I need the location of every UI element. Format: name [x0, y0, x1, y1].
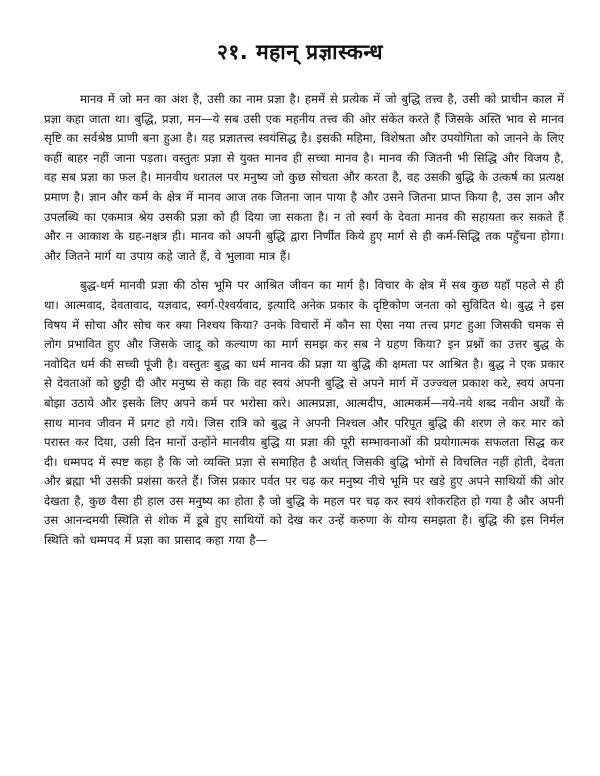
paragraph-2: बुद्ध-धर्म मानवी प्रज्ञा की ठोस भूमि पर आश्रित जीवन का मार्ग है। विचार के क्षेत्र में सब कुछ यहाँ पहले से ही था। आत्मवाद, देवतावाद, यज्ञवाद, स्वर्ग-ऐश्वर्यवाद, इत्यादि अनेक प्रकार के दृष्टिकोण जनता को सुविदित थे। बुद्ध ने इस विषय में सोचा और सोच कर क्या निश्चय किया? उनके विचारों में कौन सा ऐसा नया तत्त्व प्रगट हुआ जिसकी चमक से लोग प्रभावित हुए और जिसके जादू को कल्याण का मार्ग समझ कर सब ने ग्रहण किया? इन प्रश्नों का उत्तर बुद्ध के नवोदित धर्म की सच्ची पूंजी है। वस्तुतः बुद्ध का धर्म मानव की प्रज्ञा या बुद्धि की क्षमता पर आश्रित है। बुद्ध ने एक प्रकार से देवताओं को छुट्टी दी और मनुष्य से कहा कि वह स्वयं अपनी बुद्धि से अपने मार्ग में उज्ज्वल प्रकाश करे, स्वयं अपना बोझा उठाये और इसके लिए अपने कर्म पर भरोसा करे। आत्मप्रज्ञा, आत्मदीप, आत्मकर्म—नये-नये शब्द नवीन अर्थों के साथ मानव जीवन में प्रगट हो गये। जिस रात्रि को बुद्ध ने अपनी निश्चल और परिपूत बुद्धि की शरण ले कर मार को परास्त कर दिया, उसी दिन मानों उन्होंने मानवीय बुद्धि या प्रज्ञा की पूरी सम्भावनाओं की प्रयोगात्मक सफलता सिद्ध कर दी। धम्मपद में स्पष्ट कहा है कि जो व्यक्ति प्रज्ञा से समाहित है अर्थात् जिसकी बुद्धि भोगों से विचलित नहीं होती, देवता और ब्रह्मा भी उसकी प्रशंसा करते हैं। जिस प्रकार पर्वत पर चढ़ कर मनुष्य नीचे भूमि पर खड़े हुए अपने साथियों की ओर देखता है, कुछ वैसा ही हाल उस मनुष्य का होता है जो बुद्धि के महल पर चढ़ कर स्वयं शोकरहित हो गया है और अपनी उस आनन्दमयी स्थिति से शोक में डूबे हुए साथियों को देख कर उन्हें करुणा के योग्य समझता है। बुद्धि की इस निर्मल स्थिति को धम्मपद में प्रज्ञा का प्रासाद कहा गया है— — [44, 278, 564, 548]
chapter-body — [44, 90, 564, 551]
paragraph-1: मानव में जो मन का अंश है, उसी का नाम प्रज्ञा है। हममें से प्रत्येक में जो बुद्धि तत्त्व है, उसी को प्राचीन काल में प्रज्ञा कहा जाता था। बुद्धि, प्रज्ञा, मन—ये सब उसी एक महनीय तत्त्व की ओर संकेत करते हैं जिसके अस्ति भाव से मानव सृष्टि का सर्वश्रेष्ठ प्राणी बना हुआ है। यह प्रज्ञातत्त्व स्वयंसिद्ध है। इसकी महिमा, विशेषता और उपयोगिता को जानने के लिए कहीं बाहर नहीं जाना पड़ता। वस्तुतः प्रज्ञा से युक्त मानव ही सच्चा मानव है। मानव की जितनी भी सिद्धि और विजय है, वह सब प्रज्ञा का फल है। मानवीय धरातल पर मनुष्य जो कुछ सोचता और करता है, वह उसकी बुद्धि के उत्कर्ष का प्रत्यक्ष प्रमाण है। ज्ञान और कर्म के क्षेत्र में मानव आज तक जितना जान पाया है और उसने जितना प्राप्त किया है, उस ज्ञान और उपलब्धि का एकमात्र श्रेय उसकी प्रज्ञा को ही दिया जा सकता है। न तो स्वर्ग के देवता मानव की सहायता कर सकते हैं और न आकाश के ग्रह-नक्षत्र ही। मानव को अपनी बुद्धि द्वारा निर्णीत किये हुए मार्ग से ही कर्म-सिद्धि तक पहुँचना होगा। और जितने मार्ग या उपाय कहे जाते हैं, वे भुलावा मात्र हैं। — [44, 92, 564, 263]
chapter-title: २१. महान् प्रज्ञास्कन्ध — [216, 40, 384, 64]
